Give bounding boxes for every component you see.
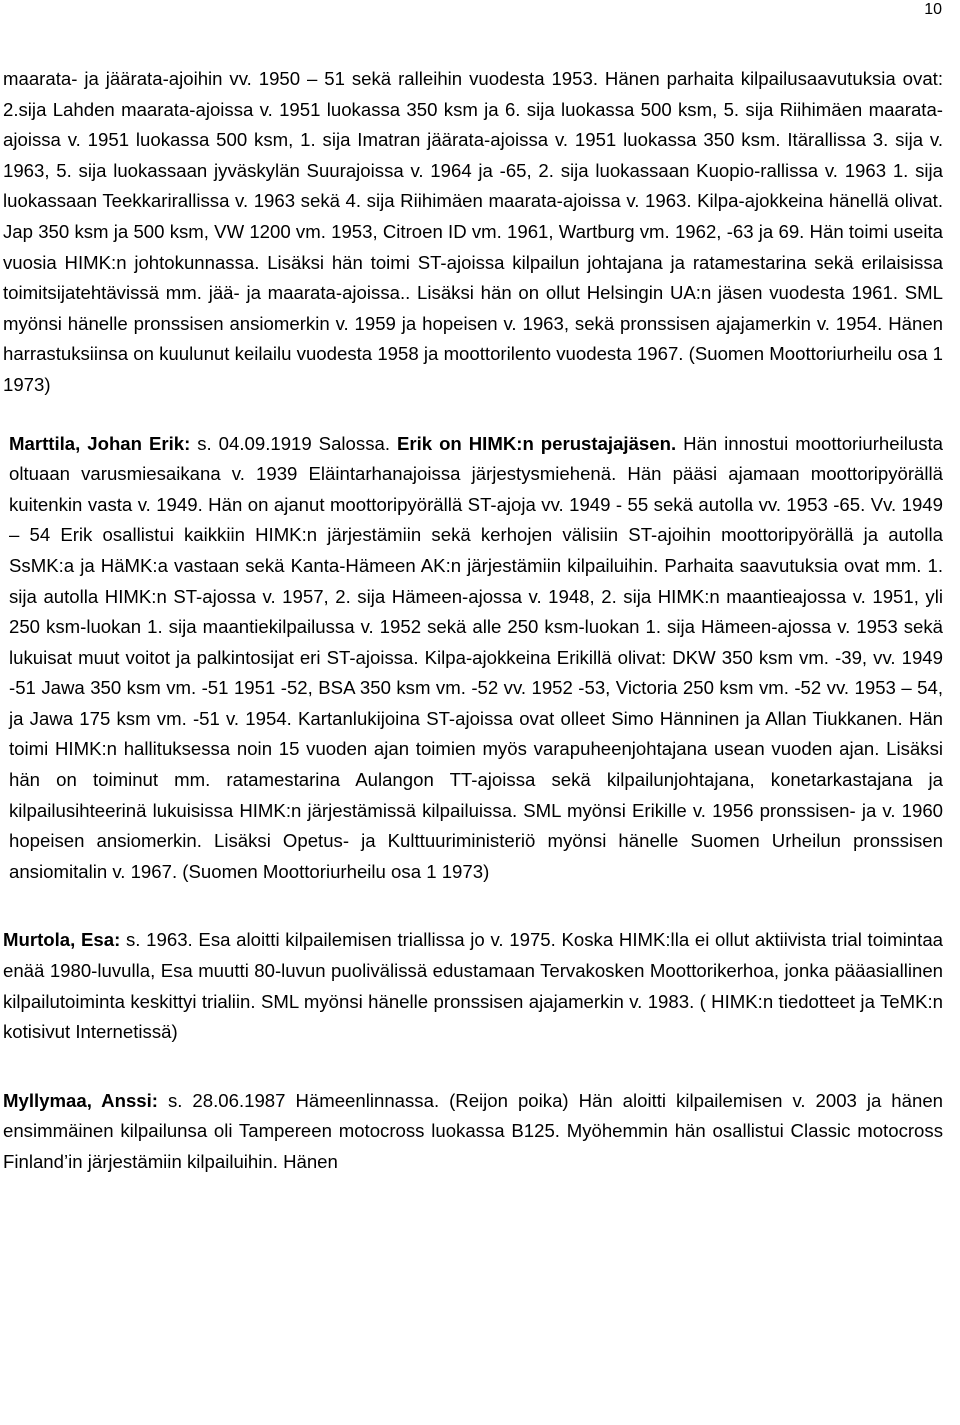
entry-name: Murtola, Esa: <box>3 929 121 951</box>
paragraph-murtola <box>3 925 943 1047</box>
paragraph-text: maarata- ja jäärata-ajoihin vv. 1950 – 51 sekä ralleihin vuodesta 1953. Hänen parhaita kilpailusaavutuksia ovat: 2.sija Lahden maarata-ajoissa v. 1951 luokassa 350 ksm ja 6. sija luokassa 500 ksm, 5. sija Riihimäen maarata-ajoissa v. 1951 luokassa 500 ksm, 1. sija Imatran jäärata-ajoissa v. 1951 luokassa 350 ksm. Itärallissa 3. sija v. 1963, 5. sija luokassaan jyväskylän Suurajoissa v. 1964 ja -65, 2. sija luokassaan Kuopio-rallissa v. 1963 1. sija luokassaan Teekkarirallissa v. 1963 sekä 4. sija Riihimäen maarata-ajoissa v. 1963. Kilpa-ajokkeina hänellä olivat. Jap 350 ksm ja 500 ksm, VW 1200 vm. 1953, Citroen ID vm. 1961, Wartburg vm. 1962, -63 ja 69. Hän toimi useita vuosia HIMK:n johtokunnassa. Lisäksi hän toimi ST-ajoissa kilpailun johtajana ja ratamestarina sekä erilaisissa toimitsijatehtävissä mm. jää- ja maarata-ajoissa.. Lisäksi hän on ollut Helsingin UA:n jäsen vuodesta 1961. SML myönsi hänelle pronssisen ansiomerkin v. 1959 ja hopeisen v. 1963, sekä pronssisen ajajamerkin v. 1954. Hänen harrastuksiinsa on kuulunut keilailu vuodesta 1958 ja moottorilento vuodesta 1967. (Suomen Moottoriurheilu osa 1 1973) <box>3 68 943 395</box>
paragraph-text: Hän innostui moottoriurheilusta oltuaan varusmiesaikana v. 1939 Eläintarhanajoissa järjestysmiehenä. Hän pääsi ajamaan moottoripyörällä kuitenkin vasta v. 1949. Hän on ajanut moottoripyörällä ST-ajoja vv. 1949 - 55 sekä autolla vv. 1953 -65. Vv. 1949 – 54 Erik osallistui kaikkiin HIMK:n järjestämiin sekä kerhojen välisiin ST-ajoihin moottoripyörällä ja autolla SsMK:a ja HäMK:a vastaan sekä Kanta-Hämeen AK:n järjestämiin kilpailuihin. Parhaita saavutuksia ovat mm. 1. sija autolla HIMK:n ST-ajossa v. 1957, 2. sija Hämeen-ajossa v. 1948, 2. sija HIMK:n maantieajossa v. 1951, yli 250 ksm-luokan 1. sija maantiekilpailussa v. 1952 sekä alle 250 ksm-luokan 1. sija Hämeen-ajossa v. 1953 sekä lukuisat muut voitot ja palkintosijat eri ST-ajoissa. Kilpa-ajokkeina Erikillä olivat: DKW 350 ksm vm. -39, vv. 1949 -51 Jawa 350 ksm vm. -51 1951 -52, BSA 350 ksm vm. -52 vv. 1952 -53, Victoria 250 ksm vm. -52 vv. 1953 – 54, ja Jawa 175 ksm vm. -51 v. 1954. Kartanlukijoina ST-ajoissa ovat olleet Simo Hänninen ja Allan Tiukkanen. Hän toimi HIMK:n hallituksessa noin 15 vuoden ajan toimien myös varapuheenjohtajana usean vuoden ajan. Lisäksi hän on toiminut mm. ratamestarina Aulangon TT-ajoissa sekä kilpailunjohtajana, konetarkastajana ja kilpailusihteerinä lukuisissa HIMK:n järjestämissä kilpailuissa. SML myönsi Erikille v. 1956 pronssisen- ja v. 1960 hopeisen ansiomerkin. Lisäksi Opetus- ja Kulttuuriministeriö myönsi hänelle Suomen Urheilun pronssisen ansiomitalin v. 1967. (Suomen Moottoriurheilu osa 1 1973) <box>9 432 943 882</box>
entry-name: Myllymaa, Anssi: <box>3 1089 158 1111</box>
highlight-text: Erik on HIMK:n perustajajäsen. <box>396 432 677 454</box>
paragraph-text: s. 04.09.1919 Salossa. <box>190 432 397 454</box>
paragraph-text: s. 28.06.1987 Hämeenlinnassa. (Reijon poika) Hän aloitti kilpailemisen v. 2003 ja hänen ensimmäinen kilpailunsa oli Tampereen motocross luokassa B125. Myöhemmin hän osallistui Classic motocross Finland’in järjestämiin kilpailuihin. Hänen <box>3 1089 943 1172</box>
paragraph-marttila <box>3 429 943 888</box>
paragraph-text: s. 1963. Esa aloitti kilpailemisen triallissa jo v. 1975. Koska HIMK:lla ei ollut aktiivista trial toimintaa enää 1980-luvulla, Esa muutti 80-luvun puolivälissä edustamaan Tervakosken Moottorikerhoa, jonka pääasiallinen kilpailutoiminta keskittyi trialiin. SML myönsi hänelle pronssisen ajajamerkin v. 1983. ( HIMK:n tiedotteet ja TeMK:n kotisivut Internetissä) <box>3 929 943 1043</box>
document-body <box>3 64 943 1178</box>
paragraph-myllymaa <box>3 1086 943 1178</box>
entry-name: Marttila, Johan Erik: <box>9 432 191 454</box>
page-number: 10 <box>924 1 942 18</box>
paragraph-intro <box>3 64 943 401</box>
